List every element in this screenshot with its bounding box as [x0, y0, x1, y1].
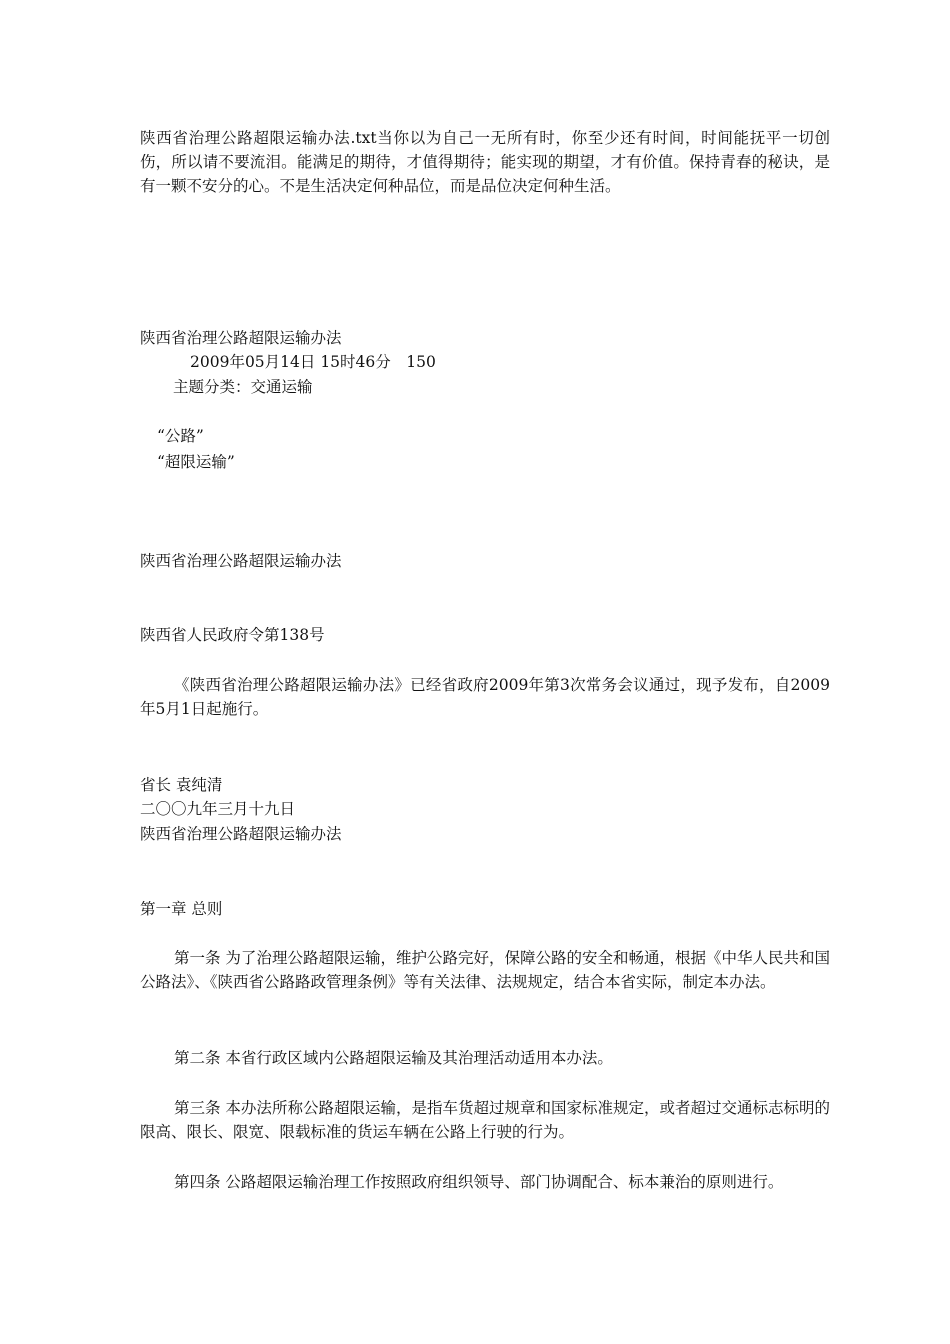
government-order: 陕西省人民政府令第138号 [140, 626, 325, 644]
chapter-heading: 第一章 总则 [140, 900, 223, 918]
intro-paragraph: 陕西省治理公路超限运输办法.txt当你以为自己一无所有时，你至少还有时间，时间能抚平一切创伤，所以请不要流泪。能满足的期待，才值得期待；能实现的期望，才有价值。保持青春的秘诀，是有一颗不安分的心。不是生活决定何种品位，而是品位决定何种生活。 [140, 129, 830, 195]
article-4: 第四条 公路超限运输治理工作按照政府组织领导、部门协调配合、标本兼治的原则进行。 [174, 1173, 784, 1191]
article-2: 第二条 本省行政区域内公路超限运输及其治理活动适用本办法。 [174, 1049, 613, 1067]
sign-date: 二〇〇九年三月十九日 [140, 800, 296, 818]
meta-title: 陕西省治理公路超限运输办法 [140, 329, 342, 347]
keyword-overlimit: “超限运输” [157, 453, 235, 471]
signer: 省长 袁纯清 [140, 776, 223, 794]
announcement-paragraph: 《陕西省治理公路超限运输办法》已经省政府2009年第3次常务会议通过，现予发布，自2009年5月1日起施行。 [140, 676, 830, 718]
article-3: 第三条 本办法所称公路超限运输，是指车货超过规章和国家标准规定，或者超过交通标志标明的限高、限长、限宽、限载标准的货运车辆在公路上行驶的行为。 [140, 1099, 830, 1141]
doc-title: 陕西省治理公路超限运输办法 [140, 552, 342, 570]
meta-datetime: 2009年05月14日 15时46分 150 [190, 353, 436, 371]
article-1: 第一条 为了治理公路超限运输，维护公路完好，保障公路的安全和畅通，根据《中华人民共和国公路法》、《陕西省公路路政管理条例》等有关法律、法规规定，结合本省实际，制定本办法。 [140, 949, 830, 991]
meta-category: 主题分类：交通运输 [173, 378, 313, 396]
keyword-road: “公路” [157, 427, 204, 445]
doc-title-repeat: 陕西省治理公路超限运输办法 [140, 825, 342, 843]
